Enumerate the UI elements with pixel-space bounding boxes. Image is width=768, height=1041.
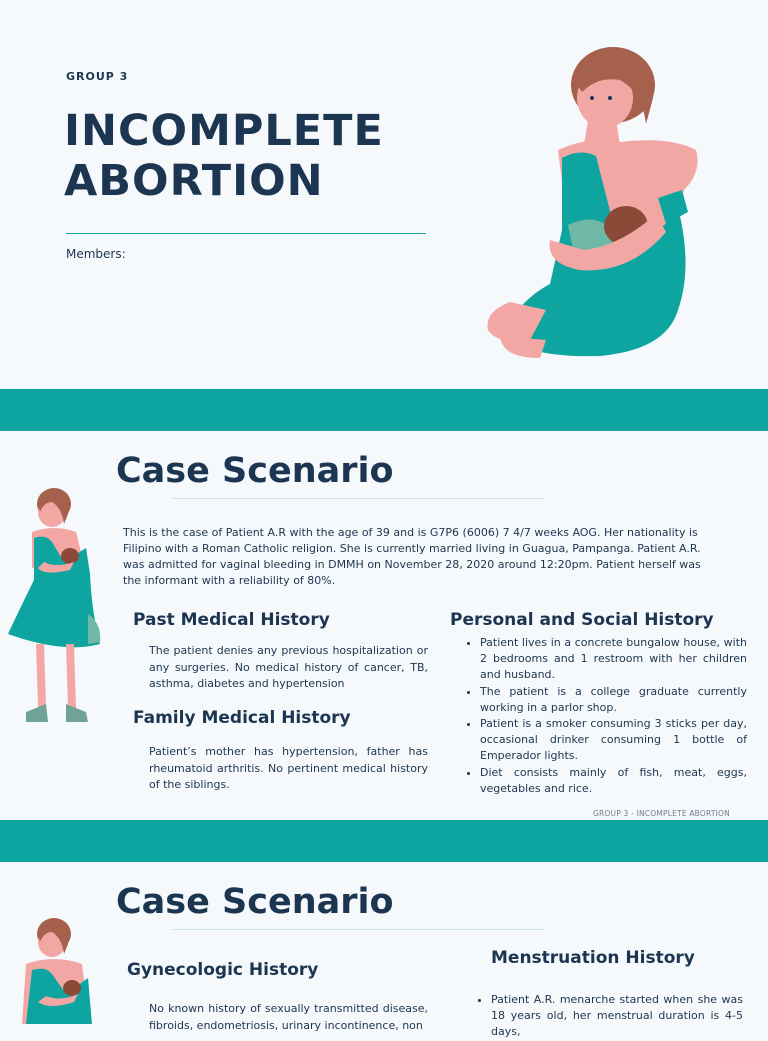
group-label: GROUP 3: [66, 70, 129, 83]
personal-social-item: • Patient is a smoker consuming 3 sticks per day, occasional drinker consuming 1 bottle of Emperador lights.: [480, 716, 747, 765]
gynecologic-text: No known history of sexually transmitted disease, fibroids, endometriosis, urinary incontinence, non: [149, 1002, 428, 1032]
slide3-heading-rule: [172, 929, 544, 930]
personal-social-list: [464, 635, 747, 797]
members-label: Members:: [66, 247, 126, 261]
family-medical-heading: Family Medical History: [133, 708, 351, 728]
gynecologic-heading: Gynecologic History: [127, 960, 319, 980]
past-medical-heading: Past Medical History: [133, 610, 330, 630]
title-divider: [66, 233, 426, 234]
slide3-heading: Case Scenario: [116, 882, 394, 922]
standing-mother-illustration-partial: [16, 916, 100, 1024]
personal-social-item: • Diet consists mainly of fish, meat, eggs, vegetables and rice.: [480, 765, 747, 797]
presentation-title: [64, 106, 384, 206]
case-intro-paragraph: This is the case of Patient A.R with the age of 39 and is G7P6 (6006) 7 4/7 weeks AOG. Her nationality is Filipino with a Roman Catholic religion. She is currently married living in Guagua, Pampanga. Patient A.R. was admitted for vaginal bleeding in DMMH on November 28, 2020 around 12:20pm. Patient herself was the informant with a reliability of 80%.: [123, 526, 701, 587]
slide-separator-1: [0, 389, 768, 431]
slide2-heading-rule: [172, 498, 544, 499]
past-medical-text: The patient denies any previous hospitalization or any surgeries. No medical history of cancer, TB, asthma, diabetes and hypertension: [149, 644, 428, 690]
standing-mother-illustration: [4, 484, 108, 728]
menstruation-list: [475, 992, 743, 1039]
slide-footer: GROUP 3 - INCOMPLETE ABORTION: [593, 809, 730, 818]
personal-social-heading: Personal and Social History: [450, 610, 714, 630]
personal-social-item: • The patient is a college graduate currently working in a parlor shop.: [480, 684, 747, 716]
slide2-heading: Case Scenario: [116, 451, 394, 491]
menstruation-heading: Menstruation History: [491, 948, 695, 968]
personal-social-item: • Patient lives in a concrete bungalow house, with 2 bedrooms and 1 restroom with her children and husband.: [480, 635, 747, 684]
breastfeeding-mother-illustration: [470, 40, 710, 370]
title-line-1: INCOMPLETE: [64, 106, 384, 156]
slide-separator-2: [0, 820, 768, 862]
title-line-2: ABORTION: [64, 156, 324, 206]
family-medical-text: Patient’s mother has hypertension, father has rheumatoid arthritis. No pertinent medical history of the siblings.: [149, 745, 428, 791]
menstruation-item: • Patient A.R. menarche started when she was 18 years old, her menstrual duration is 4-5 days,: [491, 992, 743, 1041]
